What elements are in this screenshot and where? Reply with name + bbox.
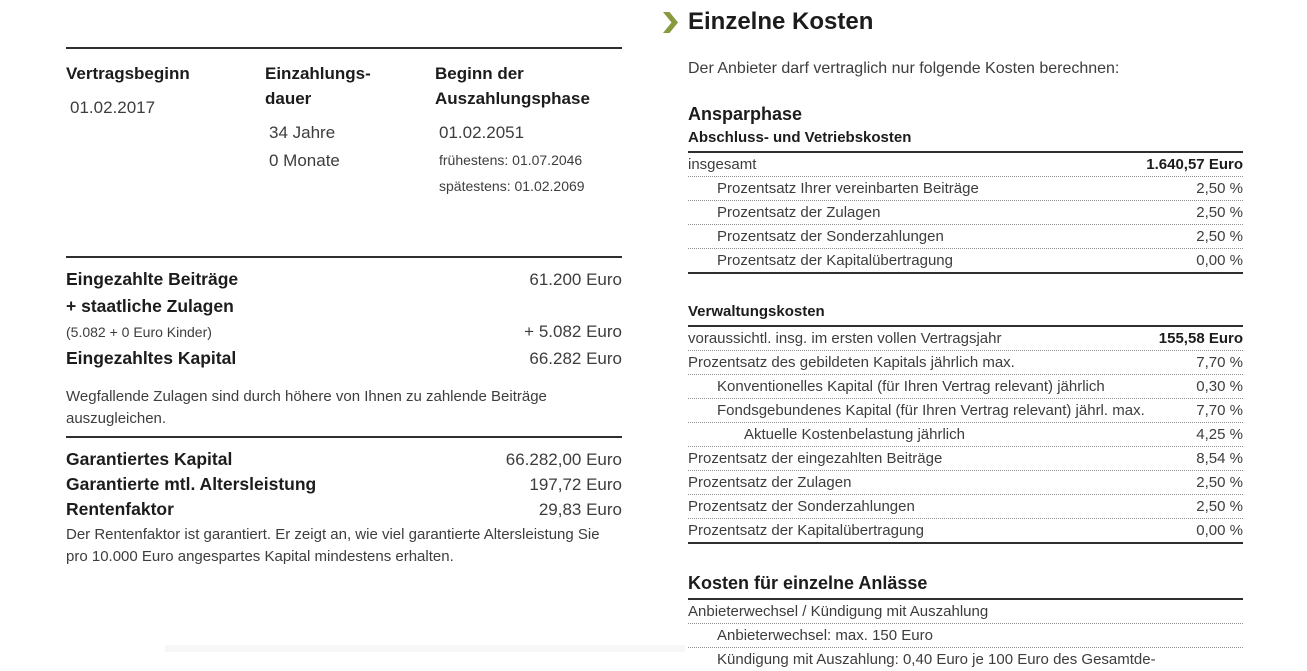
left-panel <box>66 0 622 568</box>
row-value: 29,83 Euro <box>538 500 622 519</box>
cost-row-value: 2,50 % <box>1196 228 1243 245</box>
cost-row-label: Prozentsatz Ihrer vereinbarten Beiträge <box>717 180 979 197</box>
contributions-table <box>66 266 622 372</box>
row-value: 66.282 Euro <box>529 349 622 368</box>
cost-table-row <box>688 624 1243 648</box>
cost-table <box>688 151 1243 274</box>
column-values <box>265 119 435 175</box>
row-label: Eingezahlte Beiträge <box>66 269 239 289</box>
cost-row-value: 8,54 % <box>1196 450 1243 467</box>
cost-table-row <box>688 177 1243 201</box>
cost-row-label: Prozentsatz der Sonderzahlungen <box>717 228 944 245</box>
column-header <box>265 61 435 111</box>
row-label: + staatliche Zulagen <box>66 296 234 316</box>
label-value-row <box>66 266 622 293</box>
cost-row-label: Prozentsatz der Kapitalübertragung <box>688 522 924 539</box>
cost-table-row <box>688 423 1243 447</box>
column-header <box>435 61 622 111</box>
cost-row-label: Kündigung mit Auszahlung: 0,40 Euro je 100 Euro des Gesamtde- <box>717 651 1156 668</box>
cost-row-label: Prozentsatz des gebildeten Kapitals jährlich max. <box>688 354 1015 371</box>
cost-section-heading: Verwaltungskosten <box>688 303 825 320</box>
row-label: Garantiertes Kapital <box>66 449 233 469</box>
label-value-row <box>66 345 622 372</box>
cost-section-subheading: Abschluss- und Vetriebskosten <box>688 129 912 146</box>
divider <box>66 47 622 49</box>
cost-table <box>688 598 1243 671</box>
cost-table-row <box>688 600 1243 624</box>
cost-section <box>688 572 1243 671</box>
cost-row-value: 1.640,57 Euro <box>1146 156 1243 173</box>
cost-table-row <box>688 471 1243 495</box>
cost-table-row <box>688 399 1243 423</box>
cost-table-row <box>688 648 1243 671</box>
chevron-right-icon <box>663 12 679 33</box>
column-value: frühestens: 01.07.2046 <box>439 152 583 168</box>
cost-table-row <box>688 249 1243 274</box>
column-value: 34 Jahre <box>269 123 336 142</box>
column-values <box>66 94 265 122</box>
row-label: Eingezahltes Kapital <box>66 348 237 368</box>
column-header-line: dauer <box>265 89 312 108</box>
cost-section <box>688 103 1243 274</box>
intro-text: Der Anbieter darf vertraglich nur folgende Kosten berechnen: <box>688 60 1120 77</box>
column-header-line: Beginn der <box>435 64 524 83</box>
label-value-row <box>66 497 622 522</box>
row-label: Garantierte mtl. Altersleistung <box>66 474 317 494</box>
cost-row-value: 7,70 % <box>1196 354 1243 371</box>
cost-row-value: 0,00 % <box>1196 252 1243 269</box>
cost-row-label: Konventionelles Kapital (für Ihren Vertrag relevant) jährlich <box>717 378 1105 395</box>
column-value: 01.02.2017 <box>70 98 156 117</box>
row-value: 66.282,00 Euro <box>505 450 622 469</box>
column-value: 0 Monate <box>269 151 340 170</box>
guarantees-table <box>66 447 622 522</box>
row-value: 61.200 Euro <box>529 270 622 289</box>
cost-row-value: 0,00 % <box>1196 522 1243 539</box>
cost-row-value: 2,50 % <box>1196 180 1243 197</box>
cost-table-row <box>688 225 1243 249</box>
contributions-note: Wegfallende Zulagen sind durch höhere von Ihnen zu zahlende Beiträge auszugleichen. <box>66 388 547 427</box>
cost-row-label: Aktuelle Kostenbelastung jährlich <box>744 426 965 443</box>
cost-section-heading: Kosten für einzelne Anlässe <box>688 573 928 593</box>
rentenfaktor-note: Der Rentenfaktor ist garantiert. Er zeigt an, wie viel garantierte Altersleistung Sie pro 10.000 Euro angespartes Kapital mindestens erhalten. <box>66 526 600 565</box>
column-header <box>66 61 265 86</box>
column-value: 01.02.2051 <box>439 123 525 142</box>
footer-band <box>165 645 685 652</box>
cost-row-label: Prozentsatz der Zulagen <box>717 204 881 221</box>
cost-table-row <box>688 351 1243 375</box>
section-header <box>663 8 1245 36</box>
column-header-line: Vertragsbeginn <box>66 64 190 83</box>
cost-sections <box>688 103 1243 671</box>
column-header-line: Einzahlungs- <box>265 64 371 83</box>
cost-row-label: insgesamt <box>688 156 757 173</box>
cost-table <box>688 325 1243 544</box>
cost-row-value: 2,50 % <box>1196 204 1243 221</box>
column-values <box>435 119 622 199</box>
divider <box>66 256 622 258</box>
row-value: + 5.082 Euro <box>524 322 622 341</box>
cost-row-label: Anbieterwechsel / Kündigung mit Auszahlung <box>688 603 989 620</box>
cost-row-label: Prozentsatz der eingezahlten Beiträge <box>688 450 943 467</box>
cost-row-label: voraussichtl. insg. im ersten vollen Vertragsjahr <box>688 330 1002 347</box>
cost-section <box>688 302 1243 544</box>
column-header-line: Auszahlungsphase <box>435 89 590 108</box>
row-value: 197,72 Euro <box>529 475 622 494</box>
cost-table-row <box>688 447 1243 471</box>
contract-summary-table <box>66 61 622 199</box>
cost-row-value: 2,50 % <box>1196 498 1243 515</box>
cost-row-label: Anbieterwechsel: max. 150 Euro <box>717 627 933 644</box>
cost-row-label: Prozentsatz der Zulagen <box>688 474 852 491</box>
row-label: (5.082 + 0 Euro Kinder) <box>66 324 212 340</box>
cost-table-row <box>688 519 1243 544</box>
cost-row-label: Fondsgebundenes Kapital (für Ihren Vertrag relevant) jährl. max. <box>717 402 1145 419</box>
cost-row-value: 0,30 % <box>1196 378 1243 395</box>
label-value-row <box>66 293 622 319</box>
contract-column <box>265 61 435 199</box>
page-title: Einzelne Kosten <box>688 8 874 35</box>
row-label: Rentenfaktor <box>66 499 174 519</box>
cost-row-value: 2,50 % <box>1196 474 1243 491</box>
label-value-row <box>66 447 622 472</box>
cost-row-value: 155,58 Euro <box>1158 330 1243 347</box>
cost-table-row <box>688 495 1243 519</box>
cost-row-value: 7,70 % <box>1196 402 1243 419</box>
divider <box>66 436 622 438</box>
column-value: spätestens: 01.02.2069 <box>439 178 585 194</box>
contract-column <box>435 61 622 199</box>
label-value-row <box>66 319 622 345</box>
cost-section-heading: Ansparphase <box>688 104 803 124</box>
right-panel <box>663 0 1245 671</box>
cost-row-value: 4,25 % <box>1196 426 1243 443</box>
cost-table-row <box>688 327 1243 351</box>
cost-table-row <box>688 375 1243 399</box>
label-value-row <box>66 472 622 497</box>
contract-column <box>66 61 265 199</box>
cost-row-label: Prozentsatz der Sonderzahlungen <box>688 498 915 515</box>
cost-row-label: Prozentsatz der Kapitalübertragung <box>717 252 953 269</box>
cost-table-row <box>688 153 1243 177</box>
cost-table-row <box>688 201 1243 225</box>
